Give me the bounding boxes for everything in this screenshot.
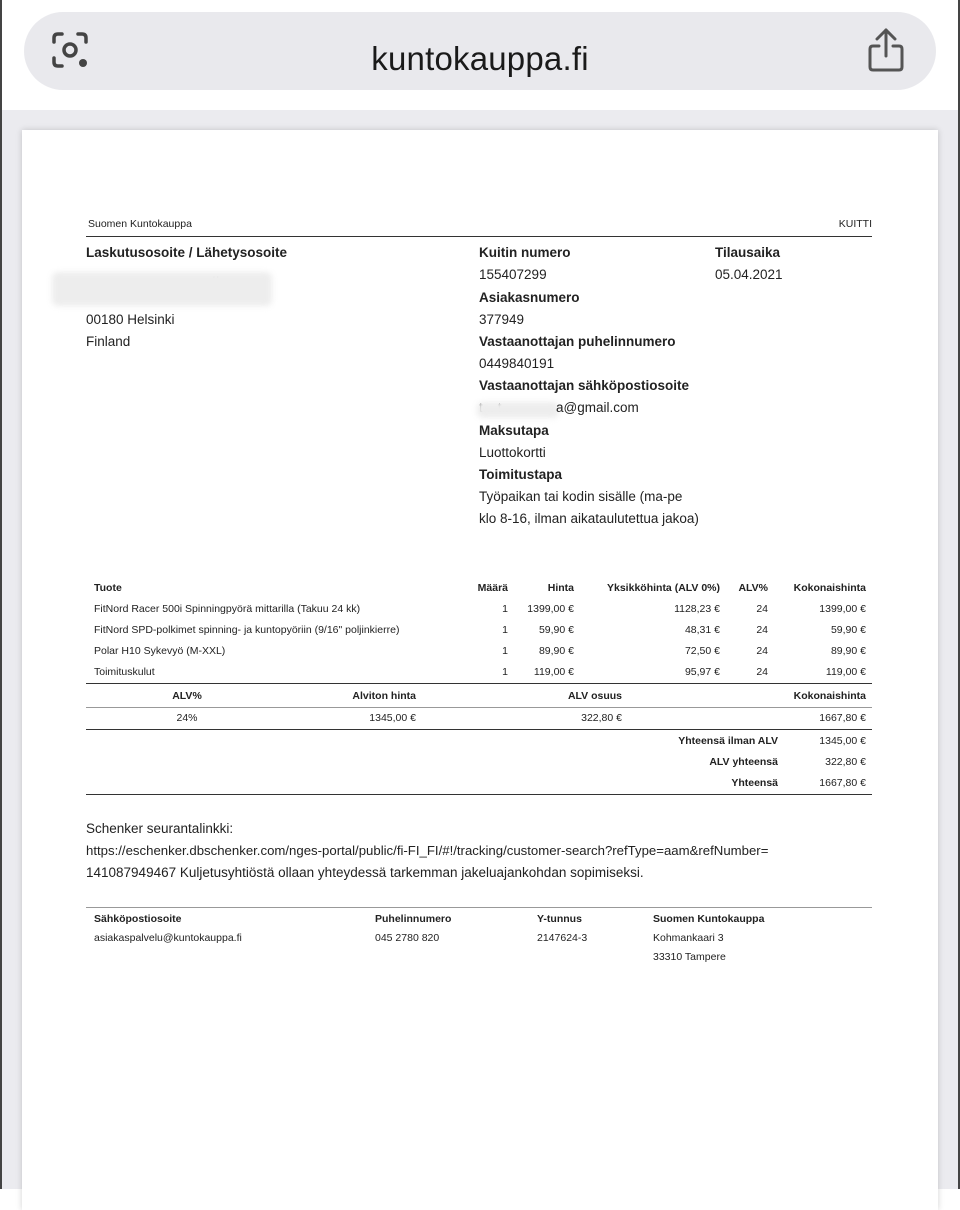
- grand-total-value: 1667,80 €: [819, 777, 866, 789]
- vat-col-total: Kokonaishinta: [793, 690, 866, 702]
- row-product: Toimituskulut: [94, 666, 155, 678]
- vat-net: 1345,00 €: [369, 712, 416, 724]
- footer-street: Kohmankaari 3: [653, 932, 724, 944]
- row-qty: 1: [502, 603, 508, 615]
- row-unit-price: 72,50 €: [684, 645, 720, 657]
- customer-number-label: Asiakasnumero: [479, 290, 580, 305]
- col-price: Hinta: [547, 582, 574, 594]
- row-price: 89,90 €: [538, 645, 574, 657]
- row-qty: 1: [502, 645, 508, 657]
- footer-company-label: Suomen Kuntokauppa: [653, 913, 765, 925]
- address-heading: Laskutusosoite / Lähetysosoite: [86, 245, 288, 260]
- row-qty: 1: [502, 666, 508, 678]
- payment-label: Maksutapa: [479, 423, 549, 438]
- row-vat: 24: [756, 624, 768, 636]
- row-product: Polar H10 Sykevyö (M-XXL): [94, 645, 226, 657]
- col-product: Tuote: [94, 582, 122, 594]
- footer-email[interactable]: asiakaspalvelu@kuntokauppa.fi: [94, 932, 242, 944]
- row-unit-price: 1128,23 €: [674, 603, 720, 615]
- row-total: 1399,00 €: [819, 603, 866, 615]
- store-name: Suomen Kuntokauppa: [88, 218, 192, 230]
- col-total: Kokonaishinta: [793, 582, 866, 594]
- document-type: KUITTI: [838, 218, 872, 230]
- delivery-line-1: Työpaikan tai kodin sisälle (ma-pe: [479, 489, 683, 504]
- url-text[interactable]: kuntokauppa.fi: [371, 40, 589, 77]
- row-vat: 24: [756, 603, 768, 615]
- footer-rule: [86, 907, 872, 908]
- row-price: 59,90 €: [538, 624, 574, 636]
- receipt-page: [22, 130, 938, 1210]
- totals-rule: [86, 794, 872, 795]
- tracking-note: 141087949467 Kuljetusyhtiöstä ollaan yhteydessä tarkemman jakeluajankohdan sopimiseksi.: [86, 865, 644, 880]
- vat-col-net: Alviton hinta: [352, 690, 416, 702]
- row-unit-price: 48,31 €: [684, 624, 720, 636]
- col-unit-price: Yksikköhinta (ALV 0%): [607, 582, 720, 594]
- col-vat: ALV%: [738, 582, 768, 594]
- col-qty: Määrä: [477, 582, 508, 594]
- row-price: 119,00 €: [533, 666, 574, 678]
- footer-business-id-label: Y-tunnus: [537, 913, 582, 925]
- redacted-address: [52, 272, 272, 306]
- row-product: FitNord Racer 500i Spinningpyörä mittarilla (Takuu 24 kk): [94, 603, 361, 615]
- total-excl-vat-value: 1345,00 €: [819, 735, 866, 747]
- vat-col-share: ALV osuus: [567, 690, 622, 702]
- tracking-link[interactable]: https://eschenker.dbschenker.com/nges-portal/public/fi-FI_FI/#!/tracking/customer-search?refType=aam&refNumber=: [86, 843, 769, 858]
- vat-col-rate: ALV%: [172, 690, 202, 702]
- phone-label: Vastaanottajan puhelinnumero: [479, 334, 676, 349]
- vat-rate: 24%: [176, 712, 198, 724]
- email-value: a@gmail.com: [556, 400, 639, 415]
- row-total: 89,90 €: [830, 645, 866, 657]
- row-product: FitNord SPD-polkimet spinning- ja kuntopyöriin (9/16" poljinkierre): [94, 624, 400, 636]
- payment-value: Luottokortti: [479, 445, 546, 460]
- redacted-email: [477, 402, 559, 418]
- address-bar[interactable]: [24, 12, 936, 90]
- footer-business-id: 2147624-3: [537, 932, 588, 944]
- lens-icon[interactable]: [48, 28, 92, 72]
- grand-total-label: Yhteensä: [731, 777, 778, 789]
- row-qty: 1: [502, 624, 508, 636]
- header-rule: [86, 236, 872, 237]
- order-time: 05.04.2021: [715, 267, 783, 282]
- vat-header-rule: [86, 707, 872, 708]
- receipt-number: 155407299: [479, 267, 547, 282]
- footer-phone: 045 2780 820: [375, 932, 440, 944]
- vat-sum-value: 322,80 €: [825, 756, 866, 768]
- row-total: 119,00 €: [825, 666, 866, 678]
- tracking-label: Schenker seurantalinkki:: [86, 821, 234, 836]
- footer-city: 33310 Tampere: [653, 951, 726, 963]
- total-excl-vat-label: Yhteensä ilman ALV: [678, 735, 778, 747]
- row-total: 59,90 €: [830, 624, 866, 636]
- vat-share: 322,80 €: [581, 712, 622, 724]
- address-city: 00180 Helsinki: [86, 312, 175, 327]
- row-price: 1399,00 €: [527, 603, 574, 615]
- vat-total: 1667,80 €: [819, 712, 866, 724]
- row-vat: 24: [756, 645, 768, 657]
- footer-email-label: Sähköpostiosoite: [94, 913, 182, 925]
- receipt-number-label: Kuitin numero: [479, 245, 571, 260]
- vat-sum-label: ALV yhteensä: [709, 756, 778, 768]
- share-icon[interactable]: [864, 26, 908, 74]
- customer-number: 377949: [479, 312, 525, 327]
- address-country: Finland: [86, 334, 131, 349]
- delivery-label: Toimitustapa: [479, 467, 563, 482]
- delivery-line-2: klo 8-16, ilman aikataulutettua jakoa): [479, 511, 699, 526]
- items-rule: [86, 683, 872, 684]
- row-vat: 24: [756, 666, 768, 678]
- phone-value: 0449840191: [479, 356, 555, 371]
- row-unit-price: 95,97 €: [684, 666, 720, 678]
- order-time-label: Tilausaika: [715, 245, 781, 260]
- vat-rule: [86, 729, 872, 730]
- email-label: Vastaanottajan sähköpostiosoite: [479, 378, 690, 393]
- footer-phone-label: Puhelinnumero: [375, 913, 452, 925]
